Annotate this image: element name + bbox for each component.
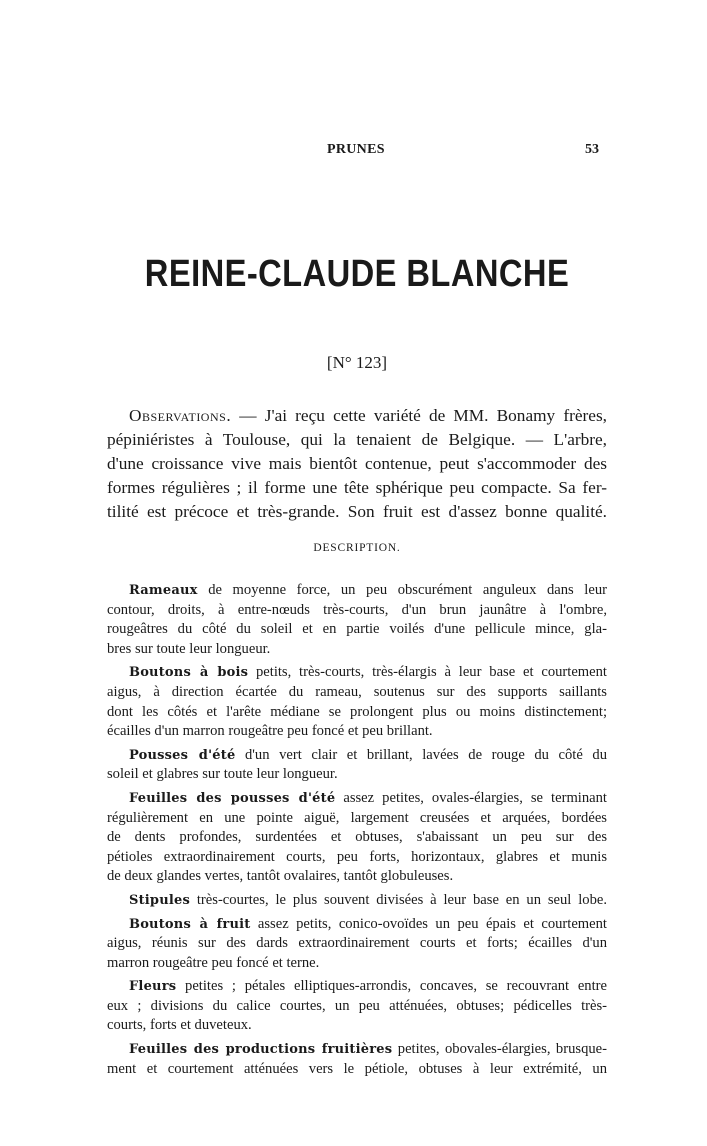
description-section xyxy=(107,581,607,1083)
description-line: contour, droits, à entre-nœuds très-courts, d'un brun jaunâtre à l'ombre, xyxy=(107,601,607,618)
description-line: courts, forts et duveteux. xyxy=(107,1017,252,1034)
description-line: soleil et glabres sur toute leur longueur. xyxy=(107,766,338,783)
variety-number: [N° 123] xyxy=(326,353,388,372)
description-heading: DESCRIPTION. xyxy=(313,542,401,554)
description-term: Pousses d'été xyxy=(129,747,236,763)
observations-line xyxy=(107,404,607,428)
page-number: 53 xyxy=(585,142,599,157)
description-line: de dents profondes, surdentées et obtuses, s'abaissant un peu sur des xyxy=(107,829,607,846)
observations-line: formes régulières ; il forme une tête sphérique peu compacte. Sa fer- xyxy=(107,478,607,497)
description-line: dont les côtés et l'arête médiane se prolongent plus ou moins distinctement; xyxy=(107,703,607,720)
description-line: régulièrement en une pointe aiguë, largement creusées et arquées, bordées xyxy=(107,809,607,826)
observations-line: pépiniéristes à Toulouse, qui la tenaient de Belgique. — L'arbre, xyxy=(107,430,607,449)
description-term: Fleurs xyxy=(129,979,177,995)
description-line xyxy=(107,977,607,997)
variety-title: REINE-CLAUDE BLANCHE xyxy=(144,253,570,295)
description-text: assez petites, ovales-élargies, se terminant xyxy=(343,789,607,806)
description-line xyxy=(107,1040,607,1060)
description-line: eux ; divisions du calice courtes, un peu atténuées, obtuses; pédicelles très- xyxy=(107,997,607,1014)
description-line xyxy=(107,789,607,809)
description-paragraph xyxy=(107,581,607,659)
description-paragraph xyxy=(107,663,607,741)
description-line: rougeâtres du côté du soleil et en partie voilés d'une pellicule mince, gla- xyxy=(107,621,607,638)
observations-text: — J'ai reçu cette variété de MM. Bonamy frères, xyxy=(239,406,607,425)
description-line: marron rougeâtre peu foncé et terne. xyxy=(107,954,320,971)
description-paragraph xyxy=(107,746,607,785)
description-term: Boutons à bois xyxy=(129,665,249,681)
description-paragraph xyxy=(107,789,607,887)
description-term: Feuilles des productions fruitières xyxy=(129,1042,393,1058)
description-text: d'un vert clair et brillant, lavées de rouge du côté du xyxy=(245,746,607,763)
description-line xyxy=(107,581,607,601)
description-paragraph xyxy=(107,977,607,1036)
description-line: de deux glandes vertes, tantôt ovalaires, tantôt globuleuses. xyxy=(107,868,454,885)
observations-line: d'une croissance vive mais bientôt contenue, peut s'accommoder des xyxy=(107,454,607,473)
description-text: assez petits, conico-ovoïdes un peu épais et courtement xyxy=(257,915,607,932)
description-paragraph xyxy=(107,1040,607,1079)
description-paragraph xyxy=(107,915,607,974)
running-title: PRUNES xyxy=(327,142,385,157)
observations-line: tilité est précoce et très-grande. Son fruit est d'assez bonne qualité. xyxy=(107,502,607,521)
description-line: ment et courtement atténuées vers le pétiole, obtuses à leur extrémité, un xyxy=(107,1060,607,1077)
description-line: pétioles extraordinairement courts, peu forts, horizontaux, glabres et munis xyxy=(107,848,607,865)
description-text: très-courtes, le plus souvent divisées à leur base en un seul lobe. xyxy=(196,891,607,908)
description-line xyxy=(107,891,607,911)
observations-label: Observations. xyxy=(129,406,232,425)
description-line: aigus, à direction écartée du rameau, soutenus sur des supports saillants xyxy=(107,683,607,700)
description-text: petites ; pétales elliptiques-arrondis, concaves, se recouvrant entre xyxy=(185,978,607,995)
description-text: de moyenne force, un peu obscurément anguleux dans leur xyxy=(208,582,607,598)
running-header xyxy=(107,142,607,162)
description-line: écailles d'un marron rougeâtre peu foncé et peu brillant. xyxy=(107,723,433,740)
description-paragraph xyxy=(107,891,607,911)
description-line xyxy=(107,746,607,766)
description-term: Rameaux xyxy=(129,583,198,598)
description-line: aigus, réunis sur des dards extraordinairement courts et forts; écailles d'un xyxy=(107,935,607,952)
description-term: Feuilles des pousses d'été xyxy=(129,790,336,806)
observations-paragraph xyxy=(107,404,607,524)
description-text: petites, obovales-élargies, brusque- xyxy=(397,1041,607,1058)
description-line xyxy=(107,915,607,935)
description-line: bres sur toute leur longueur. xyxy=(107,640,271,657)
description-line xyxy=(107,663,607,683)
description-term: Boutons à fruit xyxy=(129,916,251,932)
description-text: petits, très-courts, très-élargis à leur base et courtement xyxy=(255,664,607,681)
description-term: Stipules xyxy=(129,892,191,908)
